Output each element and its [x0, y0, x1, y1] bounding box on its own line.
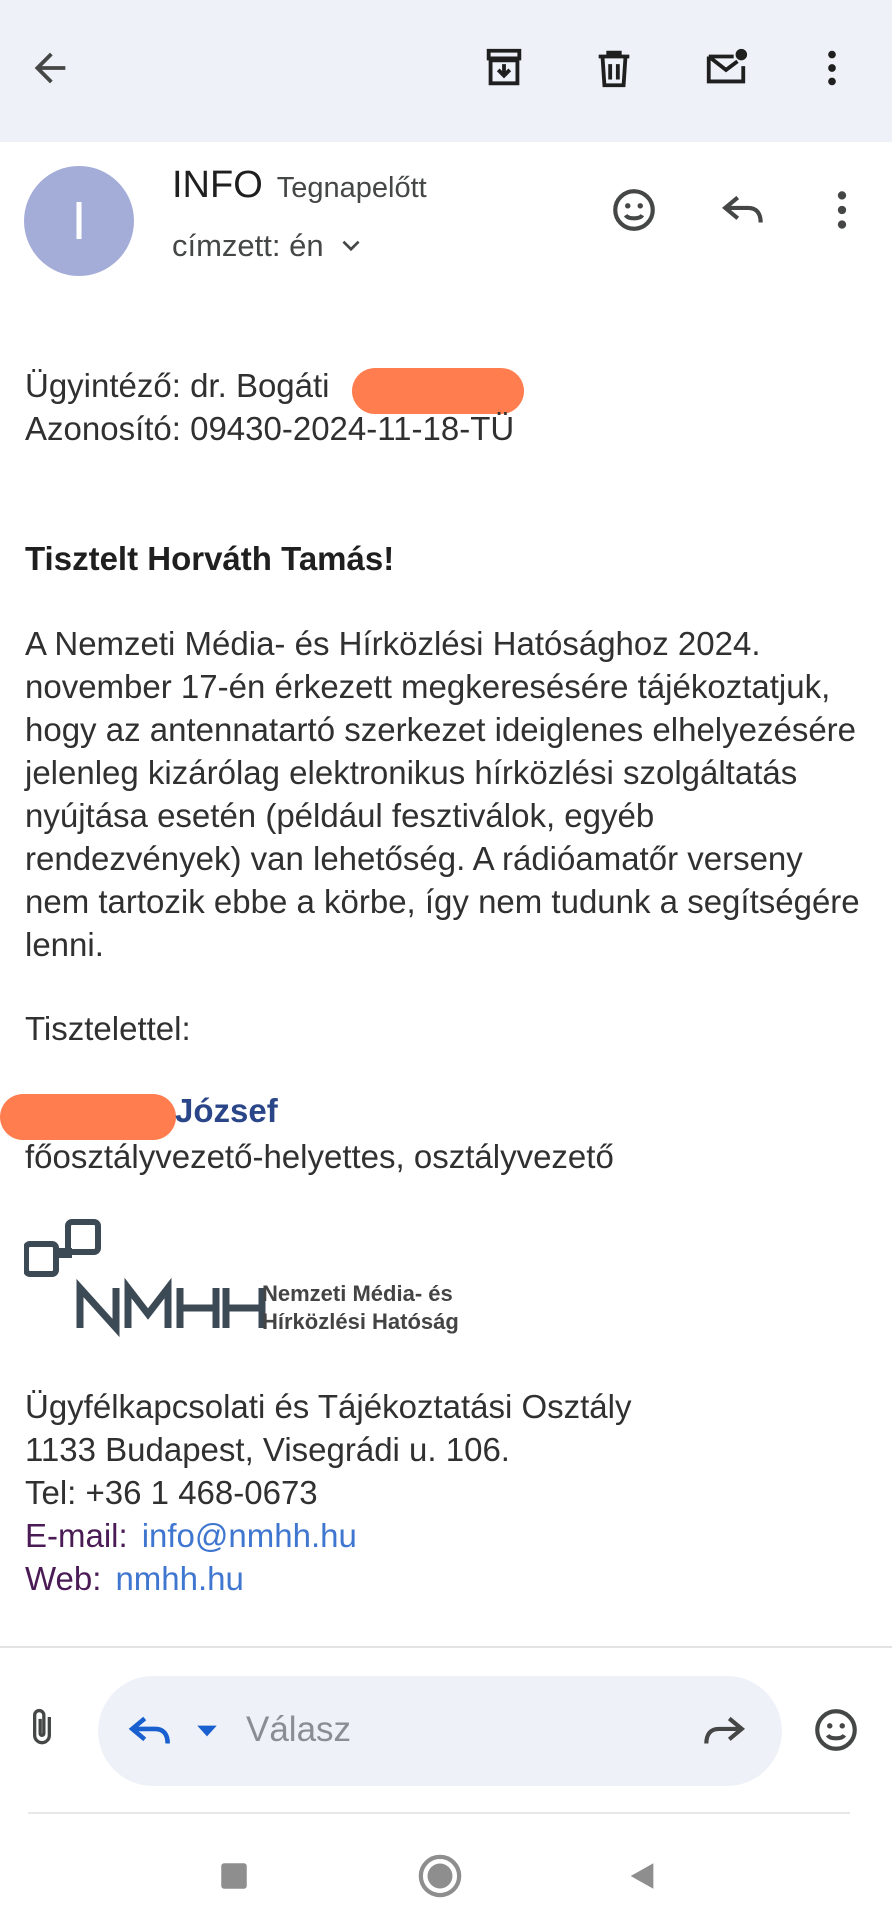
top-app-bar	[0, 0, 892, 142]
recipient-label: címzett: én	[172, 228, 324, 263]
reply-placeholder: Válasz	[246, 1710, 352, 1749]
mail-unread-icon[interactable]	[694, 36, 758, 100]
contact-email-row	[25, 1514, 357, 1557]
closing: Tisztelettel:	[25, 1010, 191, 1047]
logo-text-line2: Hírközlési Hatóság	[262, 1309, 459, 1334]
home-circle-icon[interactable]	[410, 1846, 470, 1906]
web-label: Web:	[25, 1560, 102, 1597]
divider	[0, 1646, 892, 1648]
reply-icon[interactable]	[714, 180, 774, 240]
case-officer-line: Ügyintéző: dr. Bogáti	[25, 367, 330, 404]
archive-icon[interactable]	[472, 36, 536, 100]
contact-department: Ügyfélkapcsolati és Tájékoztatási Osztály	[25, 1388, 632, 1425]
reply-icon[interactable]	[126, 1706, 176, 1756]
back-triangle-icon[interactable]	[612, 1846, 672, 1906]
redaction-mark	[0, 1094, 176, 1140]
message-paragraph: A Nemzeti Média- és Hírközlési Hatósághoz 2024. november 17-én érkezett megkeresésére tájékoztatjuk, hogy az antennatartó szerkezet ideiglenes elhelyezésére jelenleg kizárólag elektronikus hírközlési szolgáltatás nyújtása esetén (például fesztiválok, egyéb rendezvények) van lehetőség. A rádióamatőr verseny nem tartozik ebbe a körbe, így nem tudunk a segítségére lenni.	[25, 625, 860, 963]
recipient-toggle[interactable]	[172, 228, 364, 264]
message-more-icon[interactable]	[812, 180, 872, 240]
logo-text-line1: Nemzeti Média- és	[262, 1281, 453, 1306]
contact-address: 1133 Budapest, Visegrádi u. 106.	[25, 1431, 510, 1468]
greeting: Tisztelt Horváth Tamás!	[25, 540, 395, 577]
sender-avatar[interactable]: I	[24, 166, 134, 276]
paperclip-icon[interactable]	[14, 1700, 70, 1756]
nav-divider	[28, 1812, 850, 1814]
email-link[interactable]: info@nmhh.hu	[141, 1517, 357, 1554]
sender-name[interactable]: INFO	[172, 164, 263, 206]
contact-web-row	[25, 1557, 244, 1600]
signer-title: főosztályvezető-helyettes, osztályvezető	[25, 1138, 614, 1175]
recents-square-icon[interactable]	[204, 1846, 264, 1906]
message-date: Tegnapelőtt	[276, 172, 427, 204]
chevron-down-icon	[338, 233, 364, 259]
forward-icon[interactable]	[698, 1706, 748, 1756]
caret-down-icon[interactable]	[194, 1720, 220, 1742]
trash-icon[interactable]	[582, 36, 646, 100]
emoji-icon[interactable]	[806, 1700, 866, 1760]
sender-line	[172, 164, 427, 207]
logo-text	[262, 1280, 459, 1336]
identifier-line: Azonosító: 09430-2024-11-18-TÜ	[25, 410, 515, 447]
back-arrow-icon[interactable]	[18, 36, 82, 100]
signer-name: József	[175, 1092, 278, 1129]
reply-input[interactable]	[98, 1676, 782, 1786]
email-label: E-mail:	[25, 1517, 128, 1554]
contact-phone[interactable]: Tel: +36 1 468-0673	[25, 1474, 318, 1511]
more-vert-icon[interactable]	[800, 36, 864, 100]
emoji-react-icon[interactable]	[604, 180, 664, 240]
web-link[interactable]: nmhh.hu	[115, 1560, 244, 1597]
